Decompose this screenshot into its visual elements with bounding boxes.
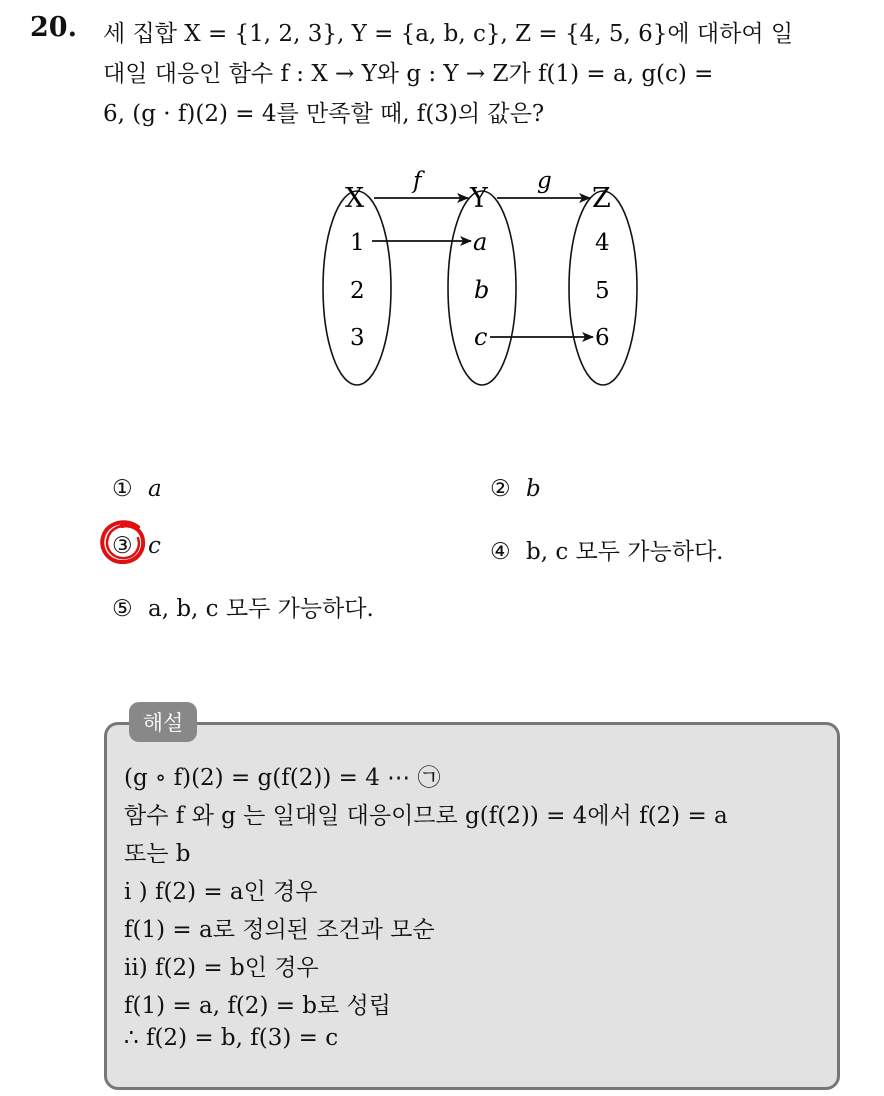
choice-text: b xyxy=(526,476,541,502)
choice-mark: ① xyxy=(112,476,133,502)
choice-4[interactable] xyxy=(490,533,723,566)
z-element: 5 xyxy=(595,278,610,304)
choice-mark: ② xyxy=(490,476,511,502)
function-label-f: f xyxy=(413,168,422,194)
choice-text: a xyxy=(148,476,162,502)
choice-2[interactable] xyxy=(490,476,541,502)
x-element: 2 xyxy=(350,278,365,304)
question-number: 20. xyxy=(30,12,77,43)
z-element: 4 xyxy=(595,230,610,256)
x-element: 1 xyxy=(350,230,365,256)
choice-5[interactable] xyxy=(112,590,374,623)
x-element: 3 xyxy=(350,325,365,351)
choice-text: c xyxy=(148,533,161,559)
solution-line: f(1) = a로 정의된 조건과 모순 xyxy=(124,917,435,943)
set-label-z: Z xyxy=(592,183,611,214)
y-element: b xyxy=(474,276,490,304)
solution-line: 함수 f 와 g 는 일대일 대응이므로 g(f(2)) = 4에서 f(2) = a xyxy=(124,803,728,829)
function-label-g: g xyxy=(537,168,552,194)
solution-line: (g ∘ f)(2) = g(f(2)) = 4 ⋯ ㉠ xyxy=(124,765,441,791)
set-label-x: X xyxy=(345,183,365,214)
choice-mark: ③ xyxy=(112,533,133,559)
choice-mark: ④ xyxy=(490,539,511,565)
answer-circle-mark xyxy=(98,518,150,568)
y-element: a xyxy=(473,228,488,256)
question-line: 대일 대응인 함수 f : X → Y와 g : Y → Z가 f(1) = a, g(c) = xyxy=(103,61,714,87)
y-element: c xyxy=(474,323,488,351)
question-line: 6, (g · f)(2) = 4를 만족할 때, f(3)의 값은? xyxy=(103,101,545,127)
choice-mark: ⑤ xyxy=(112,596,133,622)
solution-line: 또는 b xyxy=(124,841,191,867)
question-line: 세 집합 X = {1, 2, 3}, Y = {a, b, c}, Z = {4, 5, 6}에 대하여 일 xyxy=(103,21,794,47)
mapping-diagram xyxy=(0,0,884,440)
choice-1[interactable] xyxy=(112,476,162,502)
solution-line: ∴ f(2) = b, f(3) = c xyxy=(124,1025,339,1051)
set-label-y: Y xyxy=(470,183,488,214)
solution-line: i ) f(2) = a인 경우 xyxy=(124,879,318,905)
choice-text: a, b, c 모두 가능하다. xyxy=(148,596,374,622)
z-element: 6 xyxy=(595,325,610,351)
choice-text: b, c 모두 가능하다. xyxy=(526,539,724,565)
solution-line: ii) f(2) = b인 경우 xyxy=(124,955,319,981)
solution-tag: 해설 xyxy=(129,702,197,742)
solution-line: f(1) = a, f(2) = b로 성립 xyxy=(124,993,391,1019)
